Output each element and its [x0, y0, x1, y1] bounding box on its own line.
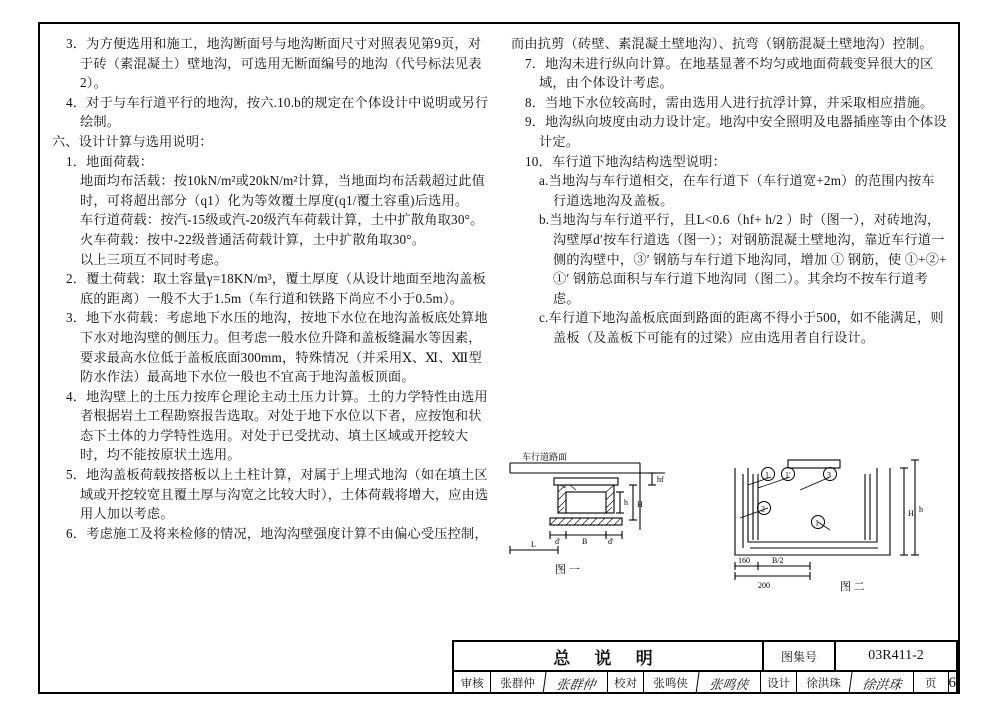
role-signature-design: 徐洪珠 — [848, 672, 914, 694]
svg-text:B/2: B/2 — [772, 556, 784, 565]
label-road-surface: 车行道路面 — [522, 452, 568, 462]
svg-text:3: 3 — [827, 470, 831, 480]
paragraph-r5: 10．车行道下地沟结构选型说明： — [525, 153, 727, 169]
role-name-check: 张鸣侠 — [643, 672, 697, 694]
title-block — [452, 640, 958, 694]
role-signature-check: 张鸣侠 — [695, 672, 761, 694]
svg-text:d′: d′ — [555, 537, 561, 546]
paragraph-l11: 5．地沟盖板荷载按搭板以上土柱计算，对属于上埋式地沟（如在填土区域或开挖较宽且覆土厚与沟宽之比较大时），土体荷载将增大，应由选用人加以考虑。 — [66, 467, 489, 522]
svg-text:200: 200 — [758, 581, 770, 590]
title-block-bottom-row — [454, 672, 956, 694]
svg-text:h: h — [624, 498, 628, 507]
svg-text:L: L — [531, 540, 536, 549]
paragraph-l5: 车行道荷载：按汽-15级或汽-20级汽车荷载计算，土中扩散角取30°。 — [80, 212, 484, 228]
sheet-title: 总 说 明 — [553, 648, 663, 668]
paragraph-r1: 而由抗剪（砖壁、素混凝土壁地沟）、抗弯（钢筋混凝土壁地沟）控制。 — [511, 36, 933, 51]
figures-svg — [500, 430, 950, 630]
paragraph-r4: 9．地沟纵向坡度由动力设计定。地沟中安全照明及电器插座等由个体设计定。 — [525, 114, 947, 149]
paragraph-r6: a.当地沟与车行道相交，在车行道下（车行道宽+2m）的范围内按车行道选地沟及盖板。 — [539, 173, 935, 208]
atlas-number-value: 03R411-2 — [834, 642, 956, 670]
paragraph-r8: c.车行道下地沟盖板底面到路面的距离不得小于500，如不能满足，则盖板（及盖板下可能有的过梁）应由选用者自行设计。 — [539, 310, 944, 345]
svg-text:1: 1 — [815, 518, 819, 528]
svg-text:d′: d′ — [608, 537, 614, 546]
role-name-design: 徐洪珠 — [796, 672, 850, 694]
paragraph-l3: 1．地面荷载： — [66, 153, 154, 169]
role-signature-review: 张群仲 — [542, 672, 608, 694]
paragraph-r2: 7．地沟未进行纵向计算。在地基显著不均匀或地面荷载变异很大的区域，由个体设计考虑。 — [525, 55, 934, 91]
paragraph-r3: 8．当地下水位较高时，需由选用人进行抗浮计算，并采取相应措施。 — [525, 94, 934, 110]
svg-text:hf: hf — [657, 475, 664, 484]
svg-text:1′: 1′ — [785, 470, 791, 480]
paragraph-l2: 4．对于与车行道平行的地沟，按六.10.b的规定在个体设计中说明或另行绘制。 — [66, 94, 489, 130]
paragraph-l1: 3．为方便选用和施工，地沟断面号与地沟断面尺寸对照表见第9页，对于砖（素混凝土）壁地沟，可选用无断面编号的地沟（代号标法见表2）。 — [66, 36, 482, 91]
svg-text:h: h — [919, 505, 923, 514]
page-number: 6 — [948, 672, 957, 694]
paragraph-l7: 以上三项互不同时考虑。 — [80, 251, 228, 267]
svg-text:H: H — [908, 509, 914, 518]
role-label-design: 设计 — [760, 672, 796, 694]
paragraph-l6: 火车荷载：按中-22级普通活荷载计算，土中扩散角取30°。 — [80, 231, 426, 247]
title-block-top-row — [454, 642, 956, 672]
paragraph-l9: 3．地下水荷载：考虑地下水压的地沟，按地下水位在地沟盖板底处算地下水对地沟壁的侧压力。但考虑一般水位升降和盖板缝漏水等因素，要求最高水位低于盖板底面300mm，特殊情况（并采用Ⅹ、Ⅺ、Ⅻ型防水作法）最高地下水位一般也不宜高于地沟盖板顶面。 — [66, 310, 488, 385]
role-label-check: 校对 — [607, 672, 643, 694]
paragraph-l4: 地面均布活载：按10kN/m²或20kN/m²计算，当地面均布活载超过此值时，可将超出部分（q1）化为等效覆土厚度(q1/覆土容重)后选用。 — [80, 173, 486, 208]
svg-text:H: H — [637, 500, 643, 509]
svg-text:1: 1 — [765, 470, 769, 480]
paragraph-l10: 4．地沟壁上的土压力按库仑理论主动土压力计算。土的力学特性由选用者根据岩土工程勘察报告选取。对处于地下水位以下者，应按饱和状态下土体的力学特性选用。对处于已受扰动、填土区域或开挖较大时，均不能按原状土选用。 — [66, 388, 488, 463]
svg-text:160: 160 — [738, 556, 750, 565]
role-label-review: 审核 — [460, 678, 484, 690]
page-label: 页 — [913, 672, 947, 694]
section-heading-six: 六、设计计算与选用说明： — [52, 133, 213, 149]
paragraph-l8: 2．覆土荷载：取土容量γ=18KN/m³，覆土厚度（从设计地面至地沟盖板底的距离）一般不大于1.5m（车行道和铁路下尚应不小于0.5m）。 — [66, 271, 487, 306]
paragraph-l12: 6．考虑施工及将来检修的情况，地沟沟壁强度计算不由偏心受压控制， — [66, 525, 488, 541]
role-name-review: 张群仲 — [490, 672, 544, 694]
atlas-number-label: 图集号 — [762, 642, 834, 670]
figure-area — [500, 430, 950, 630]
figure-two-caption: 图 二 — [840, 581, 865, 593]
left-column — [52, 34, 489, 624]
figure-one-caption: 图 一 — [555, 564, 580, 576]
svg-text:2: 2 — [761, 504, 765, 514]
paragraph-r7: b.当地沟与车行道平行，且L<0.6（hf+ h/2 ）时（图一），对砖地沟，沟壁厚d′按车行道选（图一）；对钢筋混凝土壁地沟，靠近车行道一侧的沟壁中，③′ 钢筋与车行道下地沟同，增加 ① 钢筋，使 ①+②+ ①′ 钢筋总面积与车行道下地沟同（图二）。其余均不按车行道考虑。 — [539, 212, 947, 306]
svg-text:B: B — [582, 537, 588, 546]
